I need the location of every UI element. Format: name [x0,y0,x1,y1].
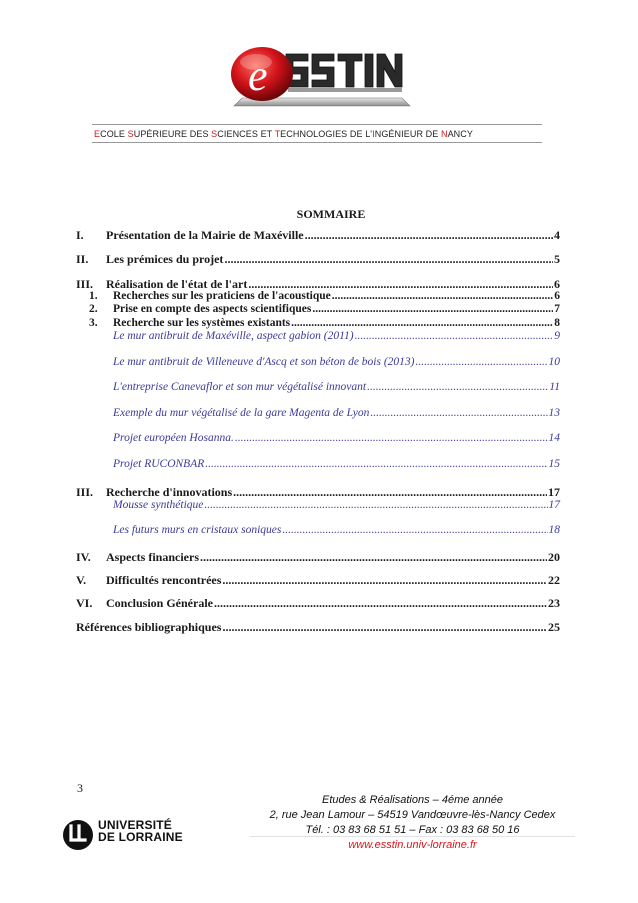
toc-entry-page: 18 [548,524,560,536]
toc-entry-number: 2. [89,303,98,315]
school-text: ANCY [447,129,473,139]
toc-entry-label: Les prémices du projet [106,252,224,266]
toc-entry[interactable] [76,252,560,267]
school-initial: N [440,129,448,139]
toc-entry[interactable] [76,458,560,470]
toc-entry-page: 11 [549,381,560,393]
universite-de-lorraine-text [98,819,183,843]
school-text: ECHNOLOGIES DE L' [280,129,373,139]
toc-entry-page: 22 [548,573,560,587]
toc-entry[interactable] [76,550,560,565]
toc-leader-dots [355,330,554,342]
university-line-2: DE LORRAINE [98,830,183,844]
toc-entry-label: Réalisation de l'état de l'art [106,277,248,291]
toc-entry[interactable] [76,407,560,419]
toc-entry[interactable] [76,356,560,368]
toc-entry-page: 17 [548,485,560,499]
toc-entry[interactable] [76,620,560,635]
toc-entry-label: Recherches sur les praticiens de l'acoustique [113,290,331,302]
toc-entry-number: I. [76,228,84,242]
toc-entry-page: 7 [554,303,560,315]
toc-entry[interactable] [76,596,560,611]
toc-entry-page: 13 [548,407,560,419]
toc-leader-dots [224,252,553,267]
school-initial: S [211,129,218,139]
toc-entry-number: VI. [76,596,93,610]
toc-entry-number: III. [76,485,94,499]
toc-leader-dots [282,524,547,536]
toc-entry-label: Prise en compte des aspects scientifiques [113,303,312,315]
footer-line-3: Tél. : 03 83 68 51 51 – Fax : 03 83 68 50 16 [305,824,520,836]
toc-entry-label: Le mur antibruit de Villeneuve d'Ascq et son béton de bois (2013) [113,356,415,368]
toc-entry[interactable] [76,485,560,500]
toc-entry-label: Références bibliographiques [76,620,222,634]
toc-entry-label: L'entreprise Canevaflor et son mur végétalisé innovant [113,381,367,393]
svg-text:e: e [248,51,268,100]
toc-leader-dots [235,432,548,444]
toc-entry-page: 17 [548,499,560,511]
toc-leader-dots [332,290,554,302]
toc-entry[interactable] [76,303,560,315]
toc-leader-dots [312,303,553,315]
toc-entry[interactable] [76,228,560,243]
school-text: CIENCES ET [217,129,275,139]
toc-leader-dots [204,499,547,511]
header-rule-top [92,124,542,125]
toc-leader-dots [233,485,547,500]
toc-entry-label: Difficultés rencontrées [106,573,222,587]
toc-leader-dots [291,317,553,329]
toc-entry[interactable] [76,381,560,393]
university-line-1: UNIVERSITÉ [98,818,173,832]
toc-entry-label: Mousse synthétique [113,499,204,511]
toc-entry-page: 6 [554,290,560,302]
toc-title: SOMMAIRE [296,207,366,221]
toc-entry-page: 4 [554,228,560,242]
toc-entry-number: 3. [89,317,98,329]
footer-line-1: Etudes & Réalisations – 4éme année [321,794,503,806]
toc-entry-page: 15 [548,458,560,470]
toc-entry[interactable] [76,290,560,302]
toc-entry-page: 9 [554,330,560,342]
footer-rule [250,836,575,837]
toc-entry-page: 23 [548,596,560,610]
toc-leader-dots [367,381,548,393]
toc-entry-page: 14 [548,432,560,444]
toc-entry[interactable] [76,432,560,444]
toc-leader-dots [222,620,547,635]
toc-entry[interactable] [76,330,560,342]
universite-de-lorraine-logo [62,816,98,852]
toc-entry-page: 20 [548,550,560,564]
toc-leader-dots [305,228,553,243]
school-text: COLE [100,129,128,139]
toc-entry-label: Exemple du mur végétalisé de la gare Magenta de Lyon [113,407,370,419]
toc-entry[interactable] [76,499,560,511]
toc-entry-number: III. [76,277,94,291]
toc-entry-number: II. [76,252,89,266]
toc-entry-label: Projet européen Hosanna. [113,432,234,444]
toc-entry-label: Les futurs murs en cristaux soniques [113,524,282,536]
toc-entry-label: Recherche d'innovations [106,485,233,499]
toc-entry-label: Présentation de la Mairie de Maxéville [106,228,304,242]
school-text: UPÉRIEURE DES [133,129,212,139]
toc-entry[interactable] [76,317,560,329]
toc-leader-dots [370,407,547,419]
toc-entry-number: 1. [89,290,98,302]
esstin-logo [222,40,414,112]
toc-entry-number: IV. [76,550,91,564]
header-rule-bottom [92,142,542,143]
school-initial: I [372,129,375,139]
toc-entry-page: 25 [548,620,560,634]
toc-leader-dots [222,573,547,588]
toc-entry-page: 8 [554,317,560,329]
toc-entry-label: Conclusion Générale [106,596,213,610]
toc-entry-page: 10 [548,356,560,368]
toc-entry-label: Recherche sur les systèmes existants [113,317,291,329]
toc-leader-dots [200,550,547,565]
school-text: NGÉNIEUR DE [374,129,441,139]
toc-entry-number: V. [76,573,87,587]
toc-entry-page: 6 [554,277,560,291]
toc-entry-page: 5 [554,252,560,266]
toc-entry-label: Le mur antibruit de Maxéville, aspect gabion (2011) [113,330,354,342]
toc-entry[interactable] [76,573,560,588]
page-number: 3 [77,781,83,795]
toc-entry-label: Aspects financiers [106,550,199,564]
footer-url-link[interactable]: www.esstin.univ-lorraine.fr [348,839,477,851]
toc-entry[interactable] [76,524,560,536]
school-initial: T [274,129,281,139]
footer-line-2: 2, rue Jean Lamour – 54519 Vandœuvre-lès-Nancy Cedex [269,809,556,821]
toc-entry-label: Projet RUCONBAR [113,458,205,470]
toc-leader-dots [214,596,547,611]
school-initial: S [127,129,134,139]
toc-leader-dots [416,356,548,368]
school-initial: E [94,129,101,139]
school-name-line [94,129,540,139]
toc-leader-dots [205,458,547,470]
footer-address [250,793,575,853]
